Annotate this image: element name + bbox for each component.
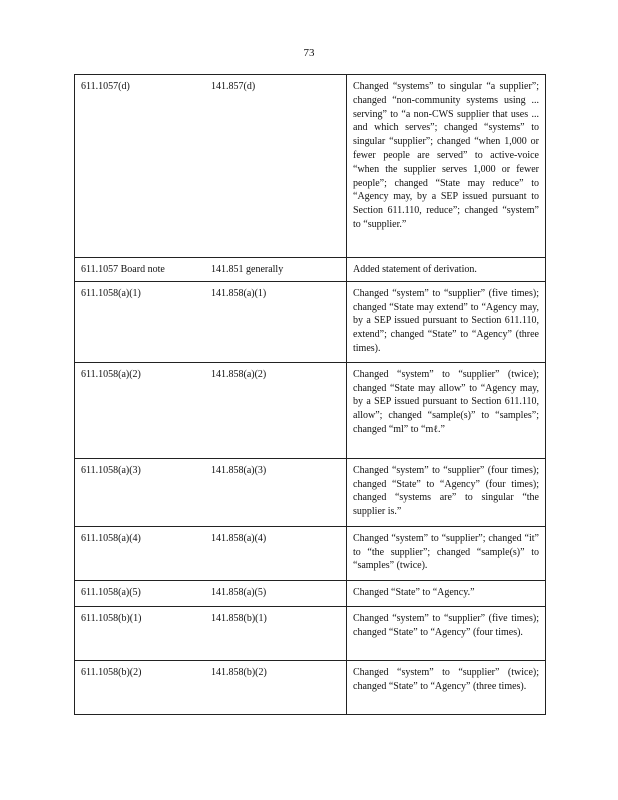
old-section-cell: 141.858(a)(1) bbox=[205, 281, 347, 362]
old-section-cell: 141.858(a)(2) bbox=[205, 362, 347, 458]
description-cell: Changed “system” to “supplier” (five times); changed “State may extend” to “Agency may, by a SEP issued pursuant to Section 611.110, extend”; changed “State” to “Agency” (three times). bbox=[347, 281, 546, 362]
new-section-cell: 611.1058(b)(1) bbox=[75, 606, 206, 660]
new-section-cell: 611.1058(a)(1) bbox=[75, 281, 206, 362]
description-cell: Changed “State” to “Agency.” bbox=[347, 580, 546, 606]
page-number: 73 bbox=[303, 47, 315, 59]
old-section-cell: 141.851 generally bbox=[205, 258, 347, 282]
derivation-table bbox=[74, 74, 546, 715]
table-row bbox=[75, 606, 546, 660]
description-cell: Changed “system” to “supplier” (four times); changed “State” to “Agency” (four times); changed “systems are” to singular “the supplier is.” bbox=[347, 458, 546, 526]
new-section-cell: 611.1057 Board note bbox=[75, 258, 206, 282]
new-section-cell: 611.1058(a)(2) bbox=[75, 362, 206, 458]
table-row bbox=[75, 75, 546, 258]
table-row bbox=[75, 526, 546, 580]
table-row bbox=[75, 281, 546, 362]
old-section-cell: 141.858(b)(2) bbox=[205, 660, 347, 714]
new-section-cell: 611.1057(d) bbox=[75, 75, 206, 258]
table-row bbox=[75, 258, 546, 282]
new-section-cell: 611.1058(b)(2) bbox=[75, 660, 206, 714]
description-cell: Changed “system” to “supplier” (twice); changed “State” to “Agency” (three times). bbox=[347, 660, 546, 714]
new-section-cell: 611.1058(a)(4) bbox=[75, 526, 206, 580]
table-row bbox=[75, 580, 546, 606]
description-cell: Changed “systems” to singular “a supplier”; changed “non-community systems using ... serving” to “a non-CWS supplier that uses ... and which serves”; changed “systems” to singular “supplier”; changed “when 1,000 or fewer people are served” to active-voice “when the supplier serves 1,000 or fewer people”; changed “State may reduce” to “Agency may, by a SEP issued pursuant to Section 611.110, reduce”; changed “system” to “supplier.” bbox=[347, 75, 546, 258]
table-row bbox=[75, 458, 546, 526]
old-section-cell: 141.858(a)(4) bbox=[205, 526, 347, 580]
old-section-cell: 141.858(b)(1) bbox=[205, 606, 347, 660]
description-cell: Changed “system” to “supplier”; changed “it” to “the supplier”; changed “sample(s)” to “samples” (twice). bbox=[347, 526, 546, 580]
table-row bbox=[75, 660, 546, 714]
description-cell: Changed “system” to “supplier” (twice); changed “State may allow” to “Agency may, by a SEP issued pursuant to Section 611.110, allow”; changed “sample(s)” to “samples”; changed “ml” to “mℓ.” bbox=[347, 362, 546, 458]
description-cell: Changed “system” to “supplier” (five times); changed “State” to “Agency” (four times). bbox=[347, 606, 546, 660]
old-section-cell: 141.858(a)(5) bbox=[205, 580, 347, 606]
old-section-cell: 141.857(d) bbox=[205, 75, 347, 258]
description-cell: Added statement of derivation. bbox=[347, 258, 546, 282]
new-section-cell: 611.1058(a)(5) bbox=[75, 580, 206, 606]
table-row bbox=[75, 362, 546, 458]
new-section-cell: 611.1058(a)(3) bbox=[75, 458, 206, 526]
old-section-cell: 141.858(a)(3) bbox=[205, 458, 347, 526]
